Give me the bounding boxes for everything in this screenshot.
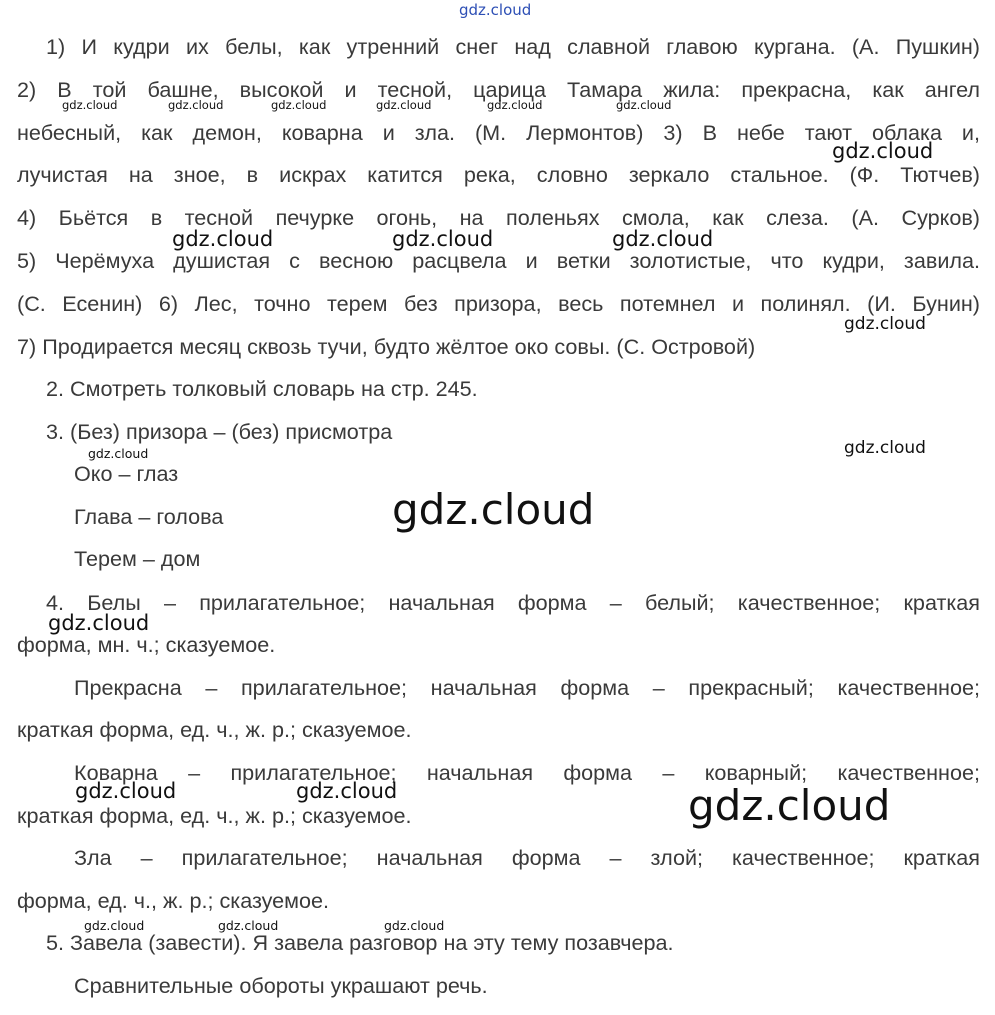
watermark-large: gdz.cloud — [392, 485, 595, 534]
watermark-small: gdz.cloud — [271, 98, 327, 112]
watermark-small: gdz.cloud — [88, 446, 149, 461]
text-line-13: Терем – дом — [74, 546, 201, 571]
text-line-12: Глава – голова — [74, 504, 224, 529]
text-line-10: 3. (Без) призора – (без) присмотра — [46, 419, 393, 444]
text-line-7: (С. Есенин) 6) Лес, точно терем без призора, весь потемнел и полинял. (И. Бунин) — [17, 291, 980, 316]
watermark-top: gdz.cloud — [459, 1, 532, 19]
text-line-1: 1) И кудри их белы, как утренний снег над славной главою кургана. (А. Пушкин) — [46, 34, 980, 59]
text-line-9: 2. Смотреть толковый словарь на стр. 245. — [46, 376, 478, 401]
watermark-small: gdz.cloud — [218, 918, 279, 933]
text-line-11: Око – глаз — [74, 461, 179, 486]
watermark-medium: gdz.cloud — [844, 314, 926, 334]
watermark-medium: gdz.cloud — [48, 611, 150, 635]
watermark-medium: gdz.cloud — [296, 779, 398, 803]
watermark-small: gdz.cloud — [62, 98, 118, 112]
text-line-4: лучистая на зное, в искрах катится река, словно зеркало стальное. (Ф. Тютчев) — [17, 162, 980, 187]
watermark-small: gdz.cloud — [487, 98, 543, 112]
text-line-2: 2) В той башне, высокой и тесной, царица Тамара жила: прекрасна, как ангел — [17, 77, 980, 102]
text-line-16: Прекрасна – прилагательное; начальная форма – прекрасный; качественное; — [74, 675, 980, 700]
text-line-15: форма, мн. ч.; сказуемое. — [17, 632, 276, 657]
watermark-small: gdz.cloud — [384, 918, 445, 933]
text-line-6: 5) Черёмуха душистая с весною расцвела и ветки золотистые, что кудри, завила. — [17, 248, 980, 273]
watermark-medium: gdz.cloud — [612, 227, 714, 251]
watermark-medium: gdz.cloud — [172, 227, 274, 251]
watermark-medium: gdz.cloud — [844, 438, 926, 458]
watermark-medium: gdz.cloud — [392, 227, 494, 251]
watermark-large: gdz.cloud — [688, 781, 891, 830]
text-line-5: 4) Бьётся в тесной печурке огонь, на поленьях смола, как слеза. (А. Сурков) — [17, 205, 980, 230]
watermark-medium: gdz.cloud — [75, 779, 177, 803]
watermark-small: gdz.cloud — [168, 98, 224, 112]
watermark-small: gdz.cloud — [376, 98, 432, 112]
text-line-23: Сравнительные обороты украшают речь. — [74, 973, 488, 998]
text-line-17: краткая форма, ед. ч., ж. р.; сказуемое. — [17, 717, 412, 742]
watermark-medium: gdz.cloud — [832, 139, 934, 163]
text-line-19: краткая форма, ед. ч., ж. р.; сказуемое. — [17, 803, 412, 828]
text-line-20: Зла – прилагательное; начальная форма – злой; качественное; краткая — [74, 845, 980, 870]
text-line-22: 5. Завела (завести). Я завела разговор на эту тему позавчера. — [46, 930, 674, 955]
text-line-3: небесный, как демон, коварна и зла. (М. Лермонтов) 3) В небе тают облака и, — [17, 120, 980, 145]
watermark-small: gdz.cloud — [84, 918, 145, 933]
text-line-14: 4. Белы – прилагательное; начальная форма – белый; качественное; краткая — [46, 590, 980, 615]
text-line-8: 7) Продирается месяц сквозь тучи, будто жёлтое око совы. (С. Островой) — [17, 334, 756, 359]
text-line-21: форма, ед. ч., ж. р.; сказуемое. — [17, 888, 330, 913]
watermark-small: gdz.cloud — [616, 98, 672, 112]
text-line-18: Коварна – прилагательное; начальная форма – коварный; качественное; — [74, 760, 980, 785]
